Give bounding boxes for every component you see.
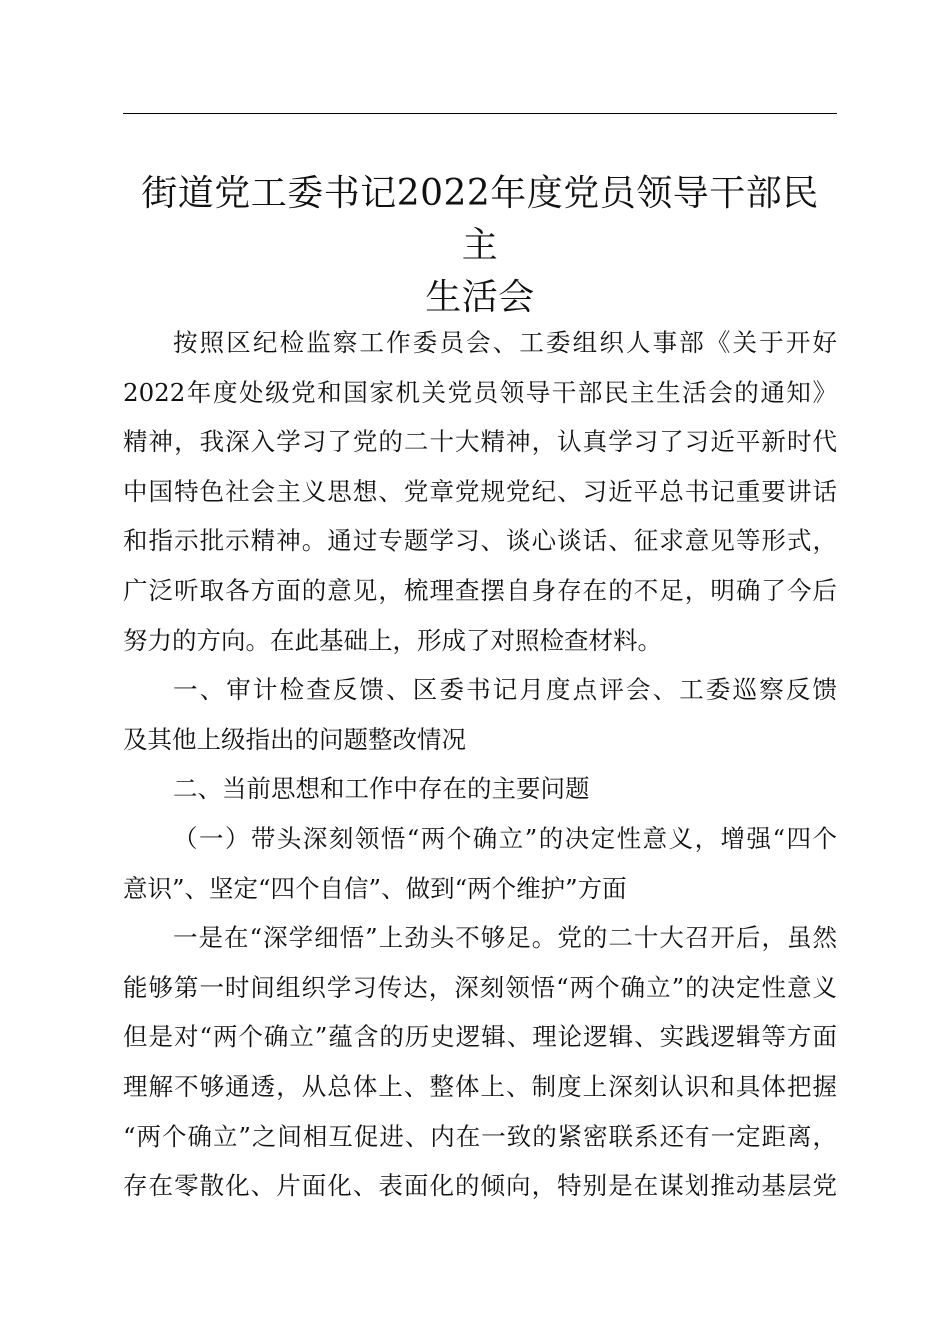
body-line: 精神，我深入学习了党的二十大精神，认真学习了习近平新时代 — [123, 427, 837, 457]
section-heading-line: 一、审计检查反馈、区委书记月度点评会、工委巡察反馈 — [173, 675, 837, 705]
document-title — [123, 168, 837, 324]
subsection-heading-line: 意识”、坚定“四个自信”、做到“两个维护”方面 — [123, 873, 627, 903]
body-line: 存在零散化、片面化、表面化的倾向，特别是在谋划推动基层党 — [123, 1171, 837, 1201]
section-heading-line: 二、当前思想和工作中存在的主要问题 — [173, 774, 590, 804]
body-line: 一是在“深学细悟”上劲头不够足。党的二十大召开后，虽然 — [173, 923, 837, 953]
body-line: 和指示批示精神。通过专题学习、谈心谈话、征求意见等形式， — [123, 526, 837, 556]
subsection-heading-line: （一）带头深刻领悟“两个确立”的决定性意义，增强“四个 — [173, 823, 837, 853]
body-line: “两个确立”之间相互促进、内在一致的紧密联系还有一定距离， — [123, 1121, 837, 1151]
body-line: 中国特色社会主义思想、党章党规党纪、习近平总书记重要讲话 — [123, 476, 837, 506]
body-line: 努力的方向。在此基础上，形成了对照检查材料。 — [123, 625, 662, 655]
title-line-1: 街道党工委书记2022年度党员领导干部民主 — [141, 173, 819, 266]
title-line-2: 生活会 — [425, 277, 535, 318]
body-line: 但是对“两个确立”蕴含的历史逻辑、理论逻辑、实践逻辑等方面 — [123, 1022, 837, 1052]
body-line: 理解不够通透，从总体上、整体上、制度上深刻认识和具体把握 — [123, 1071, 837, 1101]
header-rule — [123, 113, 837, 114]
body-line: 按照区纪检监察工作委员会、工委组织人事部《关于开好 — [173, 328, 837, 357]
body-line: 广泛听取各方面的意见，梳理查摆自身存在的不足，明确了今后 — [123, 575, 837, 605]
body-line: 2022年度处级党和国家机关党员领导干部民主生活会的通知》 — [123, 377, 837, 407]
body-line: 能够第一时间组织学习传达，深刻领悟“两个确立”的决定性意义 — [123, 972, 837, 1002]
section-heading-line: 及其他上级指出的问题整改情况 — [123, 724, 466, 754]
document-body — [123, 318, 837, 1211]
